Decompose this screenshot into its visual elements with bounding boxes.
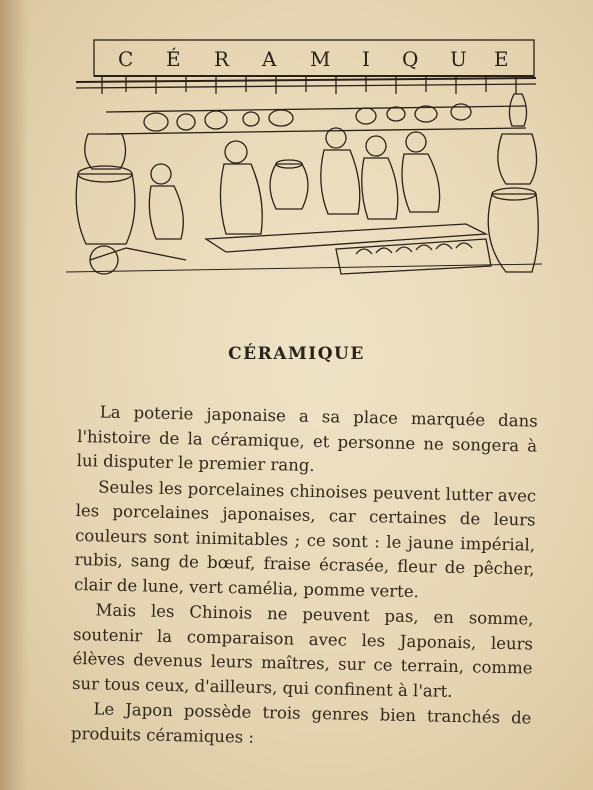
paragraph: Le Japon possède trois genres bien tranchés de produits céramiques : — [70, 699, 532, 747]
svg-text:A: A — [262, 47, 277, 71]
ceramic-shop-illustration — [66, 34, 542, 280]
svg-text:Q: Q — [402, 47, 419, 71]
chapter-heading: CÉRAMIQUE — [228, 344, 365, 364]
banner-lettering — [118, 47, 509, 71]
page-gutter — [0, 0, 28, 790]
svg-text:M: M — [310, 47, 331, 71]
svg-text:C: C — [118, 47, 134, 71]
svg-text:E: E — [494, 47, 509, 71]
svg-text:R: R — [214, 47, 230, 71]
paragraph: Seules les porcelaines chinoises peuvent lutter avec les porcelaines japonaises, car certaines de leurs couleurs sont inimitables ; ce sont : le jaune impérial, rubis, sang de bœuf, fraise écrasée, fleur de pêcher, clair de lune, vert camélia, pomme verte. — [73, 476, 537, 601]
body-text — [71, 400, 538, 756]
paragraph: Mais les Chinois ne peuvent pas, en somme, soutenir la comparaison avec les Japonais, leurs élèves devenus leurs maîtres, sur ce terrain, comme sur tous ceux, d'ailleurs, qui confinent à l'art. — [71, 600, 534, 701]
svg-text:I: I — [362, 47, 370, 71]
paragraph: La poterie japonaise a sa place marquée dans l'histoire de la céramique, et personne ne songera à lui disputer le premier rang. — [76, 402, 538, 475]
svg-text:É: É — [166, 47, 181, 71]
svg-text:U: U — [450, 47, 467, 71]
